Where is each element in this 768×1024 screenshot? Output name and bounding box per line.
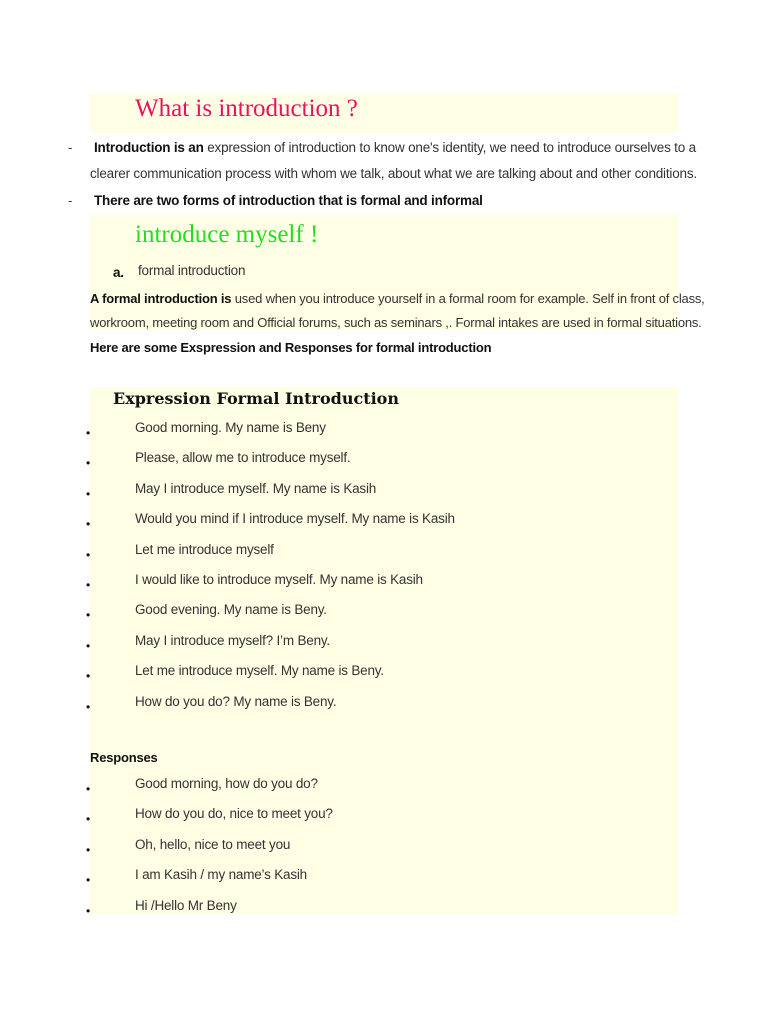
- bullet-icon: •: [86, 812, 91, 827]
- bullet-icon: •: [86, 669, 91, 684]
- formal-paragraph-line2: workroom, meeting room and Official forums, such as seminars ,. Formal intakes are used in formal situations.: [90, 315, 702, 330]
- bullet-icon: •: [86, 842, 91, 857]
- intro-paragraph-line1: [94, 140, 696, 155]
- formal-text: used when you introduce yourself in a formal room for example. Self in front of class,: [234, 291, 705, 306]
- bullet-icon: •: [86, 699, 91, 714]
- list-dash: -: [68, 193, 73, 208]
- sub-label: formal introduction: [138, 263, 246, 278]
- bullet-icon: •: [86, 486, 91, 501]
- intro-text: expression of introduction to know one's identity, we need to introduce ourselves to a: [207, 140, 696, 155]
- section-title: introduce myself !: [135, 221, 319, 248]
- bullet-icon: •: [86, 426, 91, 440]
- bullet-icon: •: [86, 517, 91, 532]
- bullet-icon: •: [86, 903, 91, 918]
- bullet-icon: •: [86, 456, 91, 471]
- bullet-icon: •: [86, 782, 91, 796]
- intro-bold-text: Introduction is an: [94, 140, 204, 155]
- bullet-icon: •: [86, 608, 91, 623]
- intro-paragraph-line2: clearer communication process with whom we talk, about what we are talking about and other conditions.: [90, 166, 697, 181]
- bullet-icon: •: [86, 547, 91, 562]
- list-dash: -: [68, 140, 73, 155]
- formal-bold-text: A formal introduction is: [90, 291, 232, 306]
- expression-heading: Expression Formal Introduction: [113, 389, 399, 408]
- page-title: What is introduction ?: [135, 95, 358, 122]
- bullet-icon: •: [86, 638, 91, 653]
- sub-marker: a.: [113, 265, 124, 280]
- forms-statement: There are two forms of introduction that is formal and informal: [94, 193, 483, 208]
- highlight-block-list: [90, 387, 678, 914]
- bullet-icon: •: [86, 873, 91, 888]
- responses-heading: Responses: [90, 750, 158, 765]
- responses-intro-line: Here are some Exspression and Responses for formal introduction: [90, 340, 492, 355]
- bullet-icon: •: [86, 577, 91, 592]
- formal-paragraph-line1: [90, 291, 705, 306]
